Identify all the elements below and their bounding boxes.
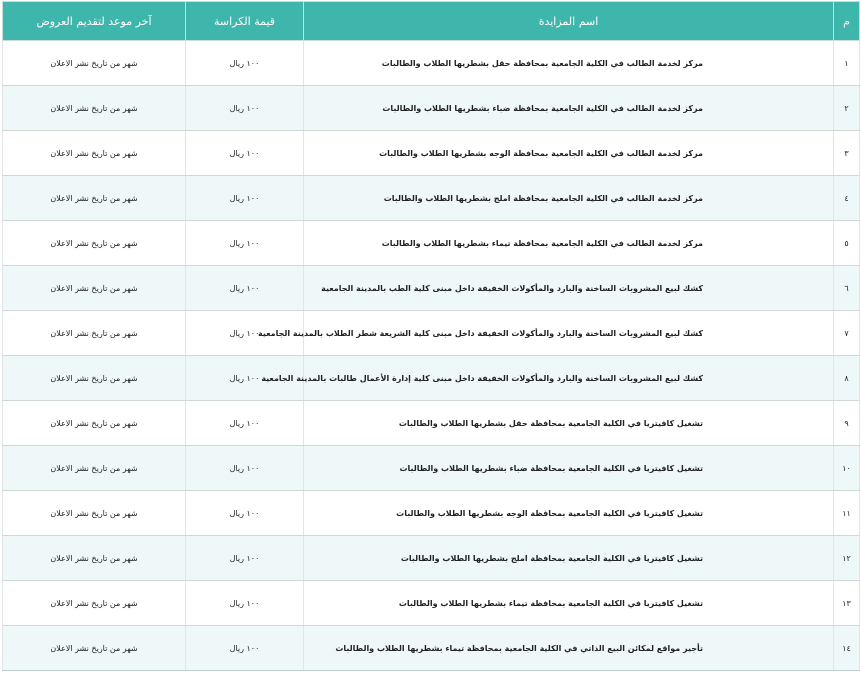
cell-price: ١٠٠ ريال	[186, 176, 304, 221]
cell-price: ١٠٠ ريال	[186, 131, 304, 176]
cell-name: مركز لخدمة الطالب في الكلية الجامعية بمحافظة ضباء بشطريها الطلاب والطالبات	[304, 86, 834, 131]
cell-deadline: شهر من تاريخ نشر الاعلان	[3, 401, 186, 446]
header-price: قيمة الكراسة	[186, 2, 304, 41]
cell-price: ١٠٠ ريال	[186, 266, 304, 311]
cell-name: كشك لبيع المشروبات الساخنة والبارد والمأكولات الخفيفة داخل مبنى كلية الطب بالمدينة الجامعية	[304, 266, 834, 311]
cell-name: تشغيل كافيتريا في الكلية الجامعية بمحافظة الوجه بشطريها الطلاب والطالبات	[304, 491, 834, 536]
cell-deadline: شهر من تاريخ نشر الاعلان	[3, 356, 186, 401]
cell-num: ١٢	[834, 536, 860, 581]
cell-price: ١٠٠ ريال	[186, 626, 304, 671]
cell-deadline: شهر من تاريخ نشر الاعلان	[3, 176, 186, 221]
cell-num: ٧	[834, 311, 860, 356]
cell-num: ١٣	[834, 581, 860, 626]
cell-name: مركز لخدمة الطالب في الكلية الجامعية بمحافظة الوجه بشطريها الطلاب والطالبات	[304, 131, 834, 176]
cell-name: كشك لبيع المشروبات الساخنة والبارد والمأكولات الخفيفة داخل مبنى كلية إدارة الأعمال طالبات بالمدينة الجامعية	[304, 356, 834, 401]
cell-name: مركز لخدمة الطالب في الكلية الجامعية بمحافظة املج بشطريها الطلاب والطالبات	[304, 176, 834, 221]
cell-deadline: شهر من تاريخ نشر الاعلان	[3, 581, 186, 626]
cell-num: ٩	[834, 401, 860, 446]
table-row	[3, 491, 860, 536]
cell-price: ١٠٠ ريال	[186, 491, 304, 536]
cell-name: كشك لبيع المشروبات الساخنة والبارد والمأكولات الخفيفة داخل مبنى كلية الشريعة شطر الطلاب بالمدينة الجامعية	[304, 311, 834, 356]
cell-deadline: شهر من تاريخ نشر الاعلان	[3, 536, 186, 581]
cell-price: ١٠٠ ريال	[186, 221, 304, 266]
cell-num: ٢	[834, 86, 860, 131]
cell-name: تأجير مواقع لمكائن البيع الذاتي في الكلية الجامعية بمحافظة تيماء بشطريها الطلاب والطالبات	[304, 626, 834, 671]
cell-name: تشغيل كافيتريا في الكلية الجامعية بمحافظة تيماء بشطريها الطلاب والطالبات	[304, 581, 834, 626]
cell-name: تشغيل كافيتريا في الكلية الجامعية بمحافظة حقل بشطريها الطلاب والطالبات	[304, 401, 834, 446]
cell-num: ٥	[834, 221, 860, 266]
header-row	[3, 2, 860, 41]
cell-deadline: شهر من تاريخ نشر الاعلان	[3, 86, 186, 131]
cell-deadline: شهر من تاريخ نشر الاعلان	[3, 221, 186, 266]
cell-deadline: شهر من تاريخ نشر الاعلان	[3, 491, 186, 536]
cell-num: ٦	[834, 266, 860, 311]
cell-price: ١٠٠ ريال	[186, 86, 304, 131]
cell-deadline: شهر من تاريخ نشر الاعلان	[3, 626, 186, 671]
cell-num: ١	[834, 41, 860, 86]
cell-deadline: شهر من تاريخ نشر الاعلان	[3, 41, 186, 86]
cell-num: ١٠	[834, 446, 860, 491]
table-row	[3, 401, 860, 446]
cell-deadline: شهر من تاريخ نشر الاعلان	[3, 446, 186, 491]
table-row	[3, 266, 860, 311]
table-row	[3, 356, 860, 401]
table-row	[3, 221, 860, 266]
cell-num: ٤	[834, 176, 860, 221]
cell-price: ١٠٠ ريال	[186, 536, 304, 581]
table-header	[3, 2, 860, 41]
cell-price: ١٠٠ ريال	[186, 446, 304, 491]
cell-deadline: شهر من تاريخ نشر الاعلان	[3, 311, 186, 356]
cell-price: ١٠٠ ريال	[186, 581, 304, 626]
header-name: اسم المزايدة	[304, 2, 834, 41]
cell-deadline: شهر من تاريخ نشر الاعلان	[3, 266, 186, 311]
table-row	[3, 41, 860, 86]
table-row	[3, 626, 860, 671]
cell-price: ١٠٠ ريال	[186, 311, 304, 356]
table-body	[3, 41, 860, 671]
table-row	[3, 176, 860, 221]
header-deadline: آخر موعد لتقديم العروض	[3, 2, 186, 41]
header-num: م	[834, 2, 860, 41]
cell-name: تشغيل كافيتريا في الكلية الجامعية بمحافظة ضباء بشطريها الطلاب والطالبات	[304, 446, 834, 491]
table-row	[3, 581, 860, 626]
table-row	[3, 131, 860, 176]
table-row	[3, 311, 860, 356]
cell-price: ١٠٠ ريال	[186, 41, 304, 86]
cell-price: ١٠٠ ريال	[186, 356, 304, 401]
cell-price: ١٠٠ ريال	[186, 401, 304, 446]
cell-name: مركز لخدمة الطالب في الكلية الجامعية بمحافظة حقل بشطريها الطلاب والطالبات	[304, 41, 834, 86]
table-row	[3, 86, 860, 131]
cell-num: ١٤	[834, 626, 860, 671]
cell-num: ١١	[834, 491, 860, 536]
cell-num: ٨	[834, 356, 860, 401]
table-row	[3, 536, 860, 581]
cell-name: مركز لخدمة الطالب في الكلية الجامعية بمحافظة تيماء بشطريها الطلاب والطالبات	[304, 221, 834, 266]
cell-deadline: شهر من تاريخ نشر الاعلان	[3, 131, 186, 176]
table-row	[3, 446, 860, 491]
cell-name: تشغيل كافيتريا في الكلية الجامعية بمحافظة املج بشطريها الطلاب والطالبات	[304, 536, 834, 581]
auctions-table	[2, 1, 860, 671]
cell-num: ٣	[834, 131, 860, 176]
